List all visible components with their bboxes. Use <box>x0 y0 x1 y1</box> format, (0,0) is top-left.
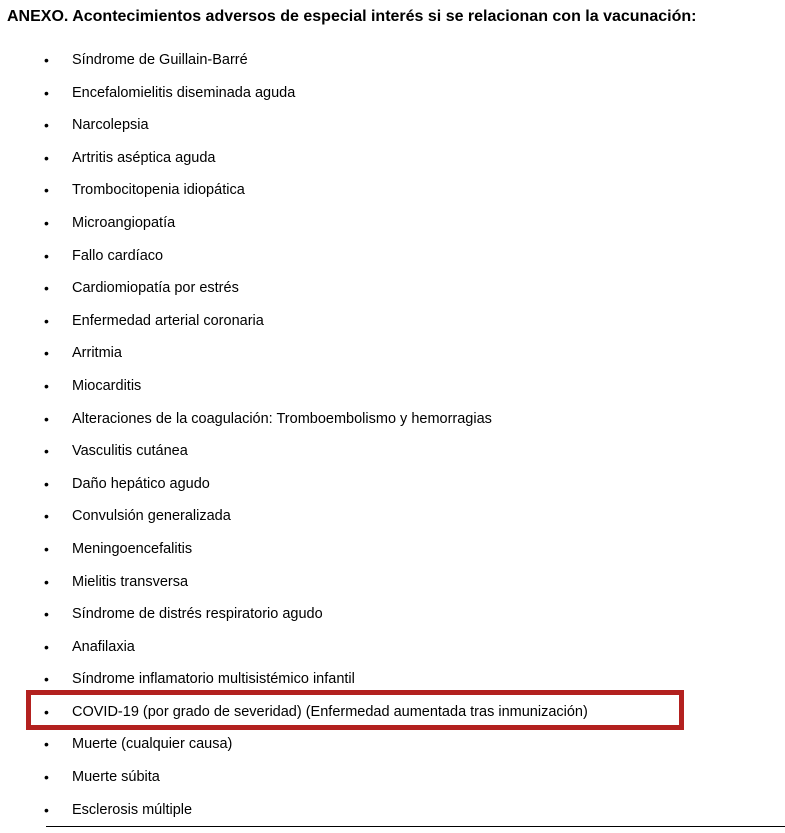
list-item-label: Anafilaxia <box>72 638 135 655</box>
bullet-icon: • <box>44 801 49 818</box>
list-item-label: Vasculitis cutánea <box>72 443 188 460</box>
list-item-label: Muerte (cualquier causa) <box>72 736 233 753</box>
bullet-icon: • <box>44 312 49 329</box>
bullet-icon: • <box>44 606 49 623</box>
bullet-icon: • <box>44 377 49 394</box>
horizontal-rule <box>46 826 785 827</box>
bullet-icon: • <box>44 182 49 199</box>
list-item-label: Narcolepsia <box>72 117 149 134</box>
bullet-icon: • <box>44 84 49 101</box>
list-item-label: Enfermedad arterial coronaria <box>72 312 264 329</box>
document-heading: ANEXO. Acontecimientos adversos de especial interés si se relacionan con la vacunación: <box>7 8 697 25</box>
list-item-label: Síndrome de Guillain-Barré <box>72 52 248 68</box>
bullet-icon: • <box>44 52 49 68</box>
bullet-icon: • <box>44 345 49 362</box>
list-item-label: Arritmia <box>72 345 122 362</box>
bullet-icon: • <box>44 280 49 297</box>
list-item-label: Síndrome de distrés respiratorio agudo <box>72 606 323 623</box>
bullet-icon: • <box>44 638 49 655</box>
list-item-label: Microangiopatía <box>72 214 176 231</box>
bullet-icon: • <box>44 769 49 786</box>
bullet-icon: • <box>44 117 49 134</box>
list-item-label: Esclerosis múltiple <box>72 801 193 818</box>
bullet-icon: • <box>44 573 49 590</box>
list-item-label: COVID-19 (por grado de severidad) (Enfermedad aumentada tras inmunización) <box>72 703 588 720</box>
list-item-label: Miocarditis <box>72 377 142 394</box>
list-item-label: Síndrome inflamatorio multisistémico infantil <box>72 671 355 688</box>
list-item-label: Trombocitopenia idiopática <box>72 182 245 199</box>
list-item-label: Alteraciones de la coagulación: Tromboembolismo y hemorragias <box>72 410 492 427</box>
bullet-icon: • <box>44 540 49 557</box>
bullet-icon: • <box>44 475 49 492</box>
bullet-icon: • <box>44 410 49 427</box>
list-item-label: Encefalomielitis diseminada aguda <box>72 84 296 101</box>
list-item-label: Meningoencefalitis <box>72 540 193 557</box>
list-item-label: Mielitis transversa <box>72 573 189 590</box>
bullet-icon: • <box>44 443 49 460</box>
list-item-label: Cardiomiopatía por estrés <box>72 280 239 297</box>
list-item-label: Fallo cardíaco <box>72 247 164 264</box>
highlight-box <box>26 690 684 730</box>
bullet-icon: • <box>44 214 49 231</box>
bullet-icon: • <box>44 149 49 166</box>
list-item-label: Muerte súbita <box>72 769 160 786</box>
list-item-label: Artritis aséptica aguda <box>72 149 216 166</box>
bullet-icon: • <box>44 671 49 688</box>
list-item-label: Convulsión generalizada <box>72 508 231 525</box>
bullet-icon: • <box>44 703 49 720</box>
bullet-icon: • <box>44 508 49 525</box>
list-item-label: Daño hepático agudo <box>72 475 210 492</box>
bullet-icon: • <box>44 247 49 264</box>
bullet-icon: • <box>44 736 49 753</box>
